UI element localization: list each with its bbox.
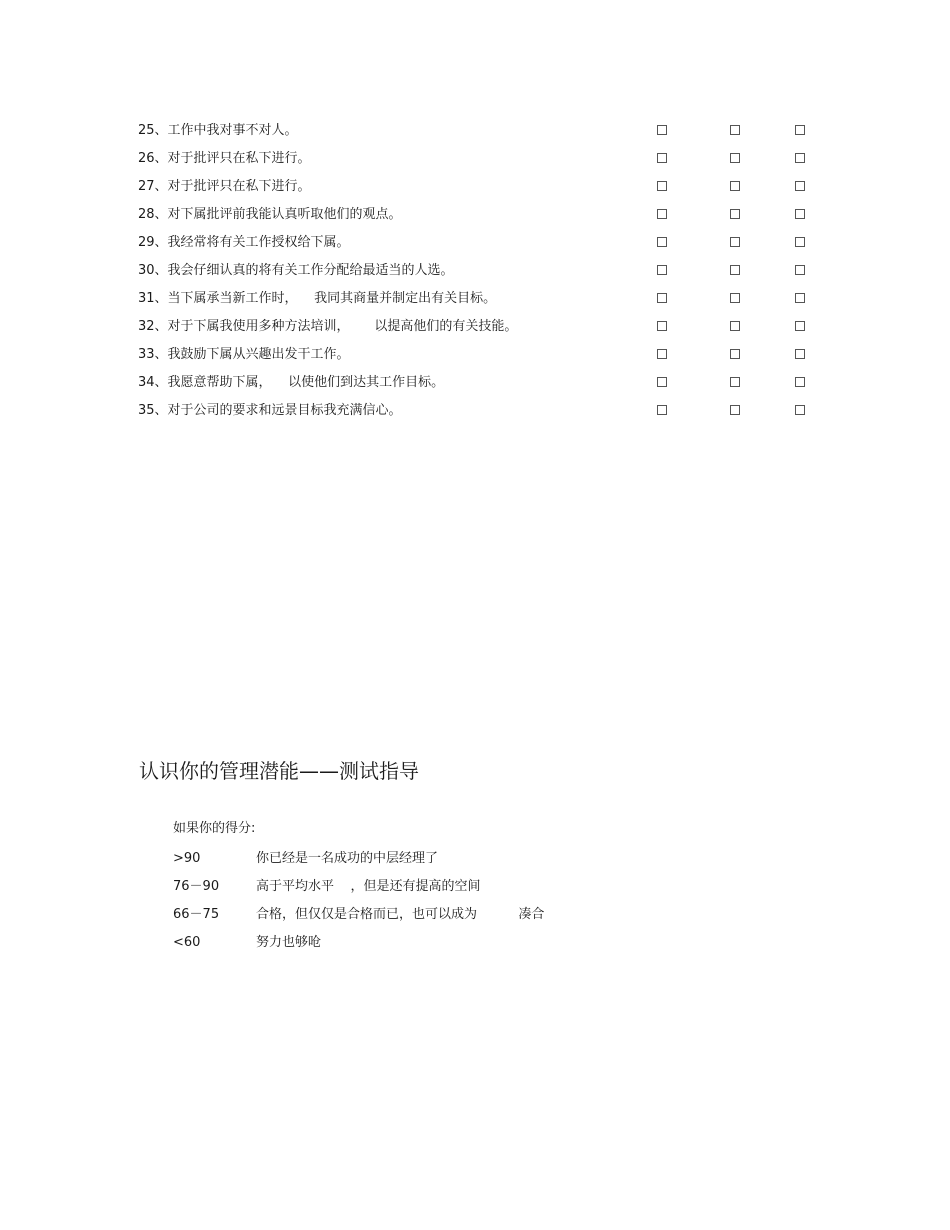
answer-checkbox-1[interactable]: [657, 405, 667, 415]
score-description: 努力也够呛: [256, 935, 322, 950]
answer-checkbox-2[interactable]: [730, 265, 740, 275]
answer-checkbox-1[interactable]: [657, 377, 667, 387]
score-range: <60: [173, 935, 201, 950]
answer-checkbox-3[interactable]: [795, 125, 805, 135]
guide-title: 认识你的管理潜能——测试指导: [139, 759, 419, 783]
answer-checkbox-2[interactable]: [730, 293, 740, 303]
score-range: 76－90: [173, 879, 220, 894]
question-text: 28、对下属批评前我能认真听取他们的观点。: [138, 207, 402, 222]
answer-checkbox-2[interactable]: [730, 405, 740, 415]
question-text: 29、我经常将有关工作授权给下属。: [138, 235, 350, 250]
question-text: 31、当下属承当新工作时， 我同其商量并制定出有关目标。: [138, 291, 497, 306]
answer-checkbox-3[interactable]: [795, 265, 805, 275]
score-range: >90: [173, 851, 201, 866]
answer-checkbox-1[interactable]: [657, 237, 667, 247]
score-description: 合格，但仅仅是合格而已，也可以成为 凑合: [256, 907, 545, 922]
answer-checkbox-3[interactable]: [795, 377, 805, 387]
question-row: [138, 313, 818, 341]
answer-checkbox-2[interactable]: [730, 321, 740, 331]
question-row: [138, 257, 818, 285]
question-row: [138, 201, 818, 229]
answer-checkbox-3[interactable]: [795, 237, 805, 247]
answer-checkbox-2[interactable]: [730, 349, 740, 359]
score-row: [173, 901, 593, 929]
question-text: 25、工作中我对事不对人。: [138, 123, 298, 138]
answer-checkbox-1[interactable]: [657, 265, 667, 275]
score-row: [173, 929, 593, 957]
score-table: [173, 845, 593, 957]
answer-checkbox-2[interactable]: [730, 377, 740, 387]
answer-checkbox-2[interactable]: [730, 153, 740, 163]
answer-checkbox-2[interactable]: [730, 125, 740, 135]
answer-checkbox-3[interactable]: [795, 349, 805, 359]
question-text: 33、我鼓励下属从兴趣出发干工作。: [138, 347, 350, 362]
answer-checkbox-1[interactable]: [657, 125, 667, 135]
answer-checkbox-1[interactable]: [657, 153, 667, 163]
question-row: [138, 397, 818, 425]
answer-checkbox-2[interactable]: [730, 209, 740, 219]
score-row: [173, 873, 593, 901]
answer-checkbox-3[interactable]: [795, 293, 805, 303]
answer-checkbox-3[interactable]: [795, 153, 805, 163]
question-text: 32、对于下属我使用多种方法培训， 以提高他们的有关技能。: [138, 319, 518, 334]
question-text: 35、对于公司的要求和远景目标我充满信心。: [138, 403, 402, 418]
score-description: 你已经是一名成功的中层经理了: [256, 851, 439, 866]
answer-checkbox-3[interactable]: [795, 209, 805, 219]
question-text: 27、对于批评只在私下进行。: [138, 179, 311, 194]
question-row: [138, 285, 818, 313]
question-row: [138, 229, 818, 257]
answer-checkbox-1[interactable]: [657, 181, 667, 191]
answer-checkbox-1[interactable]: [657, 293, 667, 303]
answer-checkbox-2[interactable]: [730, 181, 740, 191]
question-row: [138, 117, 818, 145]
score-range: 66－75: [173, 907, 220, 922]
question-row: [138, 173, 818, 201]
answer-checkbox-1[interactable]: [657, 321, 667, 331]
question-text: 34、我愿意帮助下属， 以使他们到达其工作目标。: [138, 375, 445, 390]
question-row: [138, 145, 818, 173]
question-row: [138, 341, 818, 369]
question-row: [138, 369, 818, 397]
question-text: 30、我会仔细认真的将有关工作分配给最适当的人选。: [138, 263, 454, 278]
questionnaire-list: [138, 117, 818, 425]
guide-intro: 如果你的得分:: [173, 821, 256, 836]
score-row: [173, 845, 593, 873]
answer-checkbox-3[interactable]: [795, 321, 805, 331]
score-description: 高于平均水平 ，但是还有提高的空间: [256, 879, 481, 894]
answer-checkbox-1[interactable]: [657, 349, 667, 359]
answer-checkbox-3[interactable]: [795, 405, 805, 415]
answer-checkbox-1[interactable]: [657, 209, 667, 219]
question-text: 26、对于批评只在私下进行。: [138, 151, 311, 166]
answer-checkbox-3[interactable]: [795, 181, 805, 191]
answer-checkbox-2[interactable]: [730, 237, 740, 247]
